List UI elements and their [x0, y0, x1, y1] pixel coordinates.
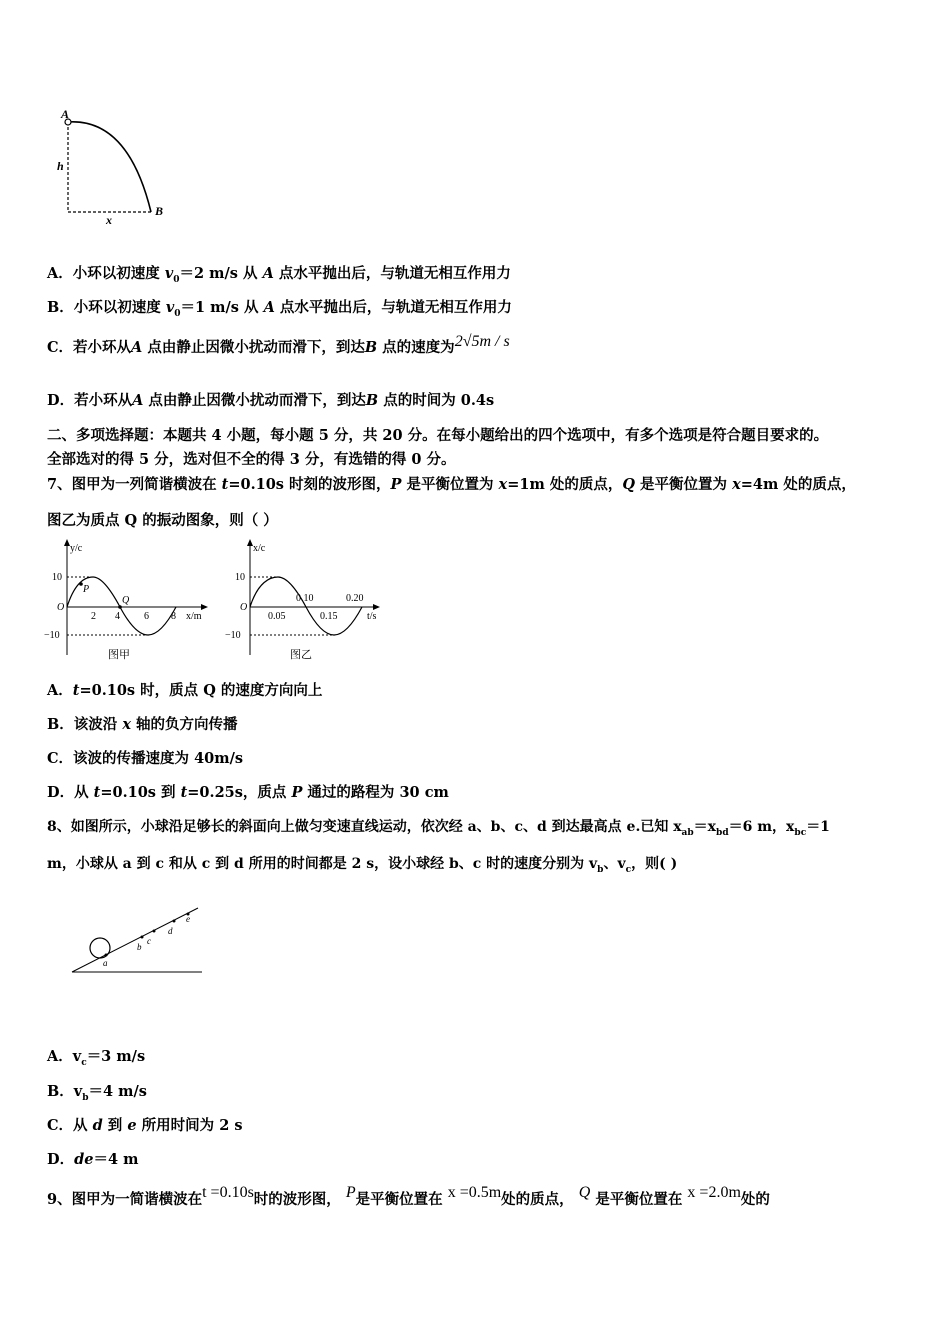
- q7-stem-line2: 图乙为质点 Q 的振动图象，则（ ）: [47, 512, 278, 529]
- yi-tick-020: 0.20: [346, 593, 364, 604]
- point-d: [173, 920, 176, 923]
- q6-option-a: A．小环以初速度 $v_0=2$ m/s 从 A 点水平抛出后，与轨道无相互作用力: [47, 265, 511, 285]
- q7-option-c: C．该波的传播速度为 40m/s: [47, 750, 244, 767]
- label-b: b: [137, 942, 142, 952]
- jia-origin: O: [57, 602, 65, 613]
- jia-yneg: −10: [44, 630, 60, 641]
- yi-ypos: 10: [235, 572, 245, 583]
- label-h: h: [57, 159, 64, 173]
- label-b: B: [155, 204, 164, 218]
- q6-option-b: B．小环以初速度 $v_0=1$ m/s 从 A 点水平抛出后，与轨道无相互作用力: [47, 299, 512, 319]
- label-a: a: [103, 958, 108, 968]
- q8-option-d: D．de＝4 m: [47, 1151, 139, 1168]
- q7-option-a: A．t=0.10s 时，质点 Q 的速度方向向上: [47, 682, 323, 699]
- q8-stem-line2: m，小球从 a 到 c 和从 c 到 d 所用的时间都是 2 s，设小球经 b、c 时的速度分别为 $v_b$、$v_c$，则( ): [47, 856, 678, 875]
- vibration-graph-yi: [220, 537, 390, 665]
- q8-option-c: C．从 d 到 e 所用时间为 2 s: [47, 1117, 243, 1134]
- yi-yneg: −10: [225, 630, 241, 641]
- q9-stem: 9、图甲为一简谐横波在t =0.10s时的波形图， P是平衡位置在 x =0.5m处的质点， Q 是平衡位置在 x =2.0m处的: [47, 1184, 770, 1208]
- label-x: x: [106, 213, 112, 227]
- q8-option-a: A．$v_c=3$ m/s: [47, 1048, 146, 1068]
- yi-x-arrow: [373, 604, 380, 610]
- q8-stem-line1: 8、如图所示，小球沿足够长的斜面向上做匀变速直线运动，依次经 a、b、c、d 到达最高点 e.已知 $x_{ab}=x_{bd}=6$ m，$x_{bc}=1$: [47, 819, 830, 838]
- jia-tick-2: 2: [91, 611, 96, 622]
- label-d: d: [168, 926, 173, 936]
- incline-surface: [72, 908, 198, 972]
- yi-origin: O: [240, 602, 248, 613]
- jia-tick-8: 8: [171, 611, 176, 622]
- yi-xlabel: t/s: [367, 611, 377, 622]
- jia-x-arrow: [201, 604, 208, 610]
- yi-tick-015: 0.15: [320, 611, 338, 622]
- point-c: [153, 930, 156, 933]
- section2-line2: 全部选对的得 5 分，选对但不全的得 3 分，有选错的得 0 分。: [47, 451, 456, 468]
- jia-caption: 图甲: [108, 649, 130, 661]
- q7-stem-line1: 7、图甲为一列简谐横波在 t=0.10s 时刻的波形图，P 是平衡位置为 x=1m 处的质点，Q 是平衡位置为 x=4m 处的质点，: [47, 476, 856, 493]
- jia-xlabel: x/m: [186, 611, 202, 622]
- q8-option-b: B．$v_b=4$ m/s: [47, 1083, 147, 1103]
- jia-p-label: P: [83, 584, 90, 595]
- label-a: A: [61, 108, 70, 121]
- jia-ylabel: y/c: [70, 543, 83, 554]
- yi-ylabel: x/c: [253, 543, 266, 554]
- trajectory-figure: [48, 108, 178, 228]
- jia-ypos: 10: [52, 572, 62, 583]
- speed-formula: 2√5m / s: [454, 333, 510, 350]
- curved-track: [68, 122, 151, 212]
- jia-tick-6: 6: [144, 611, 149, 622]
- jia-tick-4: 4: [115, 611, 120, 622]
- label-e: e: [186, 914, 190, 924]
- jia-q-label: Q: [122, 595, 130, 606]
- point-a: [105, 954, 108, 957]
- q6-option-d: D．若小环从A 点由静止因微小扰动而滑下，到达B 点的时间为 0.4s: [47, 392, 495, 409]
- q7-option-b: B．该波沿 x 轴的负方向传播: [47, 716, 238, 733]
- yi-waveform: [250, 577, 362, 635]
- incline-figure: [66, 900, 211, 980]
- label-c: c: [147, 936, 151, 946]
- wave-graph-jia: [40, 537, 215, 665]
- yi-caption: 图乙: [290, 649, 312, 661]
- yi-tick-005: 0.05: [268, 611, 286, 622]
- section2-line1: 二、多项选择题：本题共 4 小题，每小题 5 分，共 20 分。在每小题给出的四个选项中，有多个选项是符合题目要求的。: [47, 427, 829, 444]
- q7-option-d: D．从 t=0.10s 到 t=0.25s，质点 P 通过的路程为 30 cm: [47, 784, 449, 801]
- yi-tick-010: 0.10: [296, 593, 314, 604]
- q6-option-c: C．若小环从A 点由静止因微小扰动而滑下，到达B 点的速度为2√5m / s: [47, 333, 510, 356]
- point-b: [141, 936, 144, 939]
